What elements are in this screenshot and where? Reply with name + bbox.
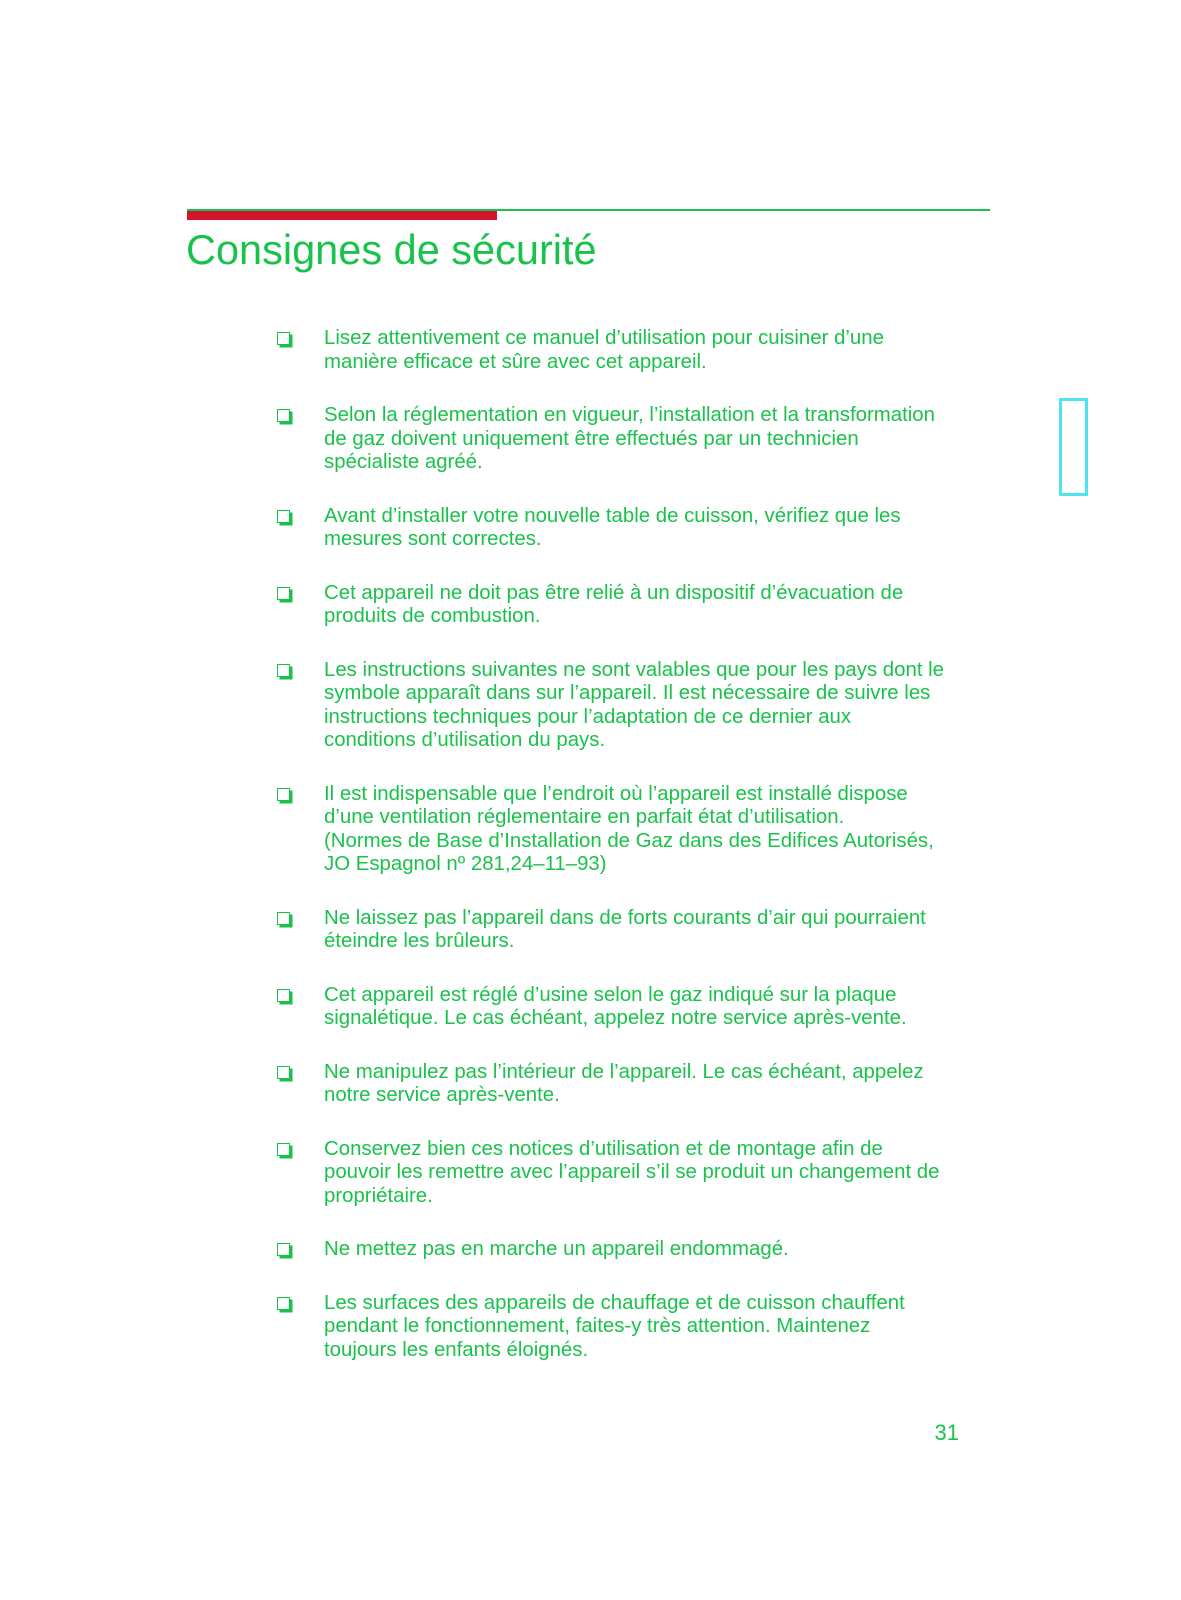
page-number: 31	[934, 1420, 959, 1445]
list-item	[276, 1292, 976, 1363]
list-item-text: Les surfaces des appareils de chauffage et de cuisson chauffent pendant le fonctionnement, faites-y très attention. Maintenez toujours les enfants éloignés.	[324, 1291, 905, 1361]
checkbox-bullet-icon	[277, 1243, 290, 1256]
list-item-text: Selon la réglementation en vigueur, l’installation et la transformation de gaz doivent uniquement être effectués par un technicien spécialiste agréé.	[324, 404, 935, 473]
list-item-text: Ne manipulez pas l’intérieur de l’appareil. Le cas échéant, appelez notre service après-vente.	[324, 1060, 924, 1106]
checkbox-bullet-icon	[277, 1143, 290, 1156]
checkbox-bullet-icon	[277, 989, 290, 1002]
thumb-index-tab	[1059, 398, 1088, 496]
list-item	[276, 1138, 976, 1209]
list-item-text: Ne mettez pas en marche un appareil endommagé.	[324, 1238, 789, 1260]
checkbox-bullet-icon	[277, 332, 290, 345]
list-item	[276, 327, 976, 374]
list-item	[276, 505, 976, 552]
checkbox-bullet-icon	[277, 409, 290, 422]
list-item-text: Cet appareil ne doit pas être relié à un dispositif d’évacuation de produits de combustion.	[324, 581, 904, 627]
list-item	[276, 783, 976, 877]
list-item-text: Avant d’installer votre nouvelle table de cuisson, vérifiez que les mesures sont correctes.	[324, 504, 901, 550]
list-item	[276, 907, 976, 954]
checkbox-bullet-icon	[277, 912, 290, 925]
list-item	[276, 582, 976, 629]
list-item-text: Ne laissez pas l’appareil dans de forts courants d’air qui pourraient éteindre les brûleurs.	[324, 906, 926, 952]
header-rule-red	[187, 211, 497, 220]
checkbox-bullet-icon	[277, 1066, 290, 1079]
checkbox-bullet-icon	[277, 1297, 290, 1310]
list-item-text: Il est indispensable que l’endroit où l’appareil est installé dispose d’une ventilation réglementaire en parfait état d’utilisation. (Normes de Base d’Installation de Gaz dans des Edifices Autorisés, JO Espagnol nº 281,24–11–93)	[324, 782, 934, 875]
checkbox-bullet-icon	[277, 664, 290, 677]
safety-instructions-list	[276, 327, 976, 1392]
list-item-text: Cet appareil est réglé d’usine selon le gaz indiqué sur la plaque signalétique. Le cas échéant, appelez notre service après-vente.	[324, 983, 907, 1029]
list-item	[276, 659, 976, 753]
checkbox-bullet-icon	[277, 587, 290, 600]
list-item-text: Lisez attentivement ce manuel d’utilisation pour cuisiner d’une manière efficace et sûre avec cet appareil.	[324, 327, 884, 373]
checkbox-bullet-icon	[277, 788, 290, 801]
list-item-text: Conservez bien ces notices d’utilisation et de montage afin de pouvoir les remettre avec l’appareil s’il se produit un changement de propriétaire.	[324, 1137, 940, 1207]
list-item	[276, 984, 976, 1031]
list-item	[276, 1238, 976, 1262]
list-item-text: Les instructions suivantes ne sont valables que pour les pays dont le symbole apparaît dans sur l’appareil. Il est nécessaire de suivre les instructions techniques pour l’adaptation de ce dernier aux conditions d’utilisation du pays.	[324, 658, 945, 751]
checkbox-bullet-icon	[277, 510, 290, 523]
list-item	[276, 1061, 976, 1108]
list-item	[276, 404, 976, 475]
page-title: Consignes de sécurité	[186, 226, 597, 273]
